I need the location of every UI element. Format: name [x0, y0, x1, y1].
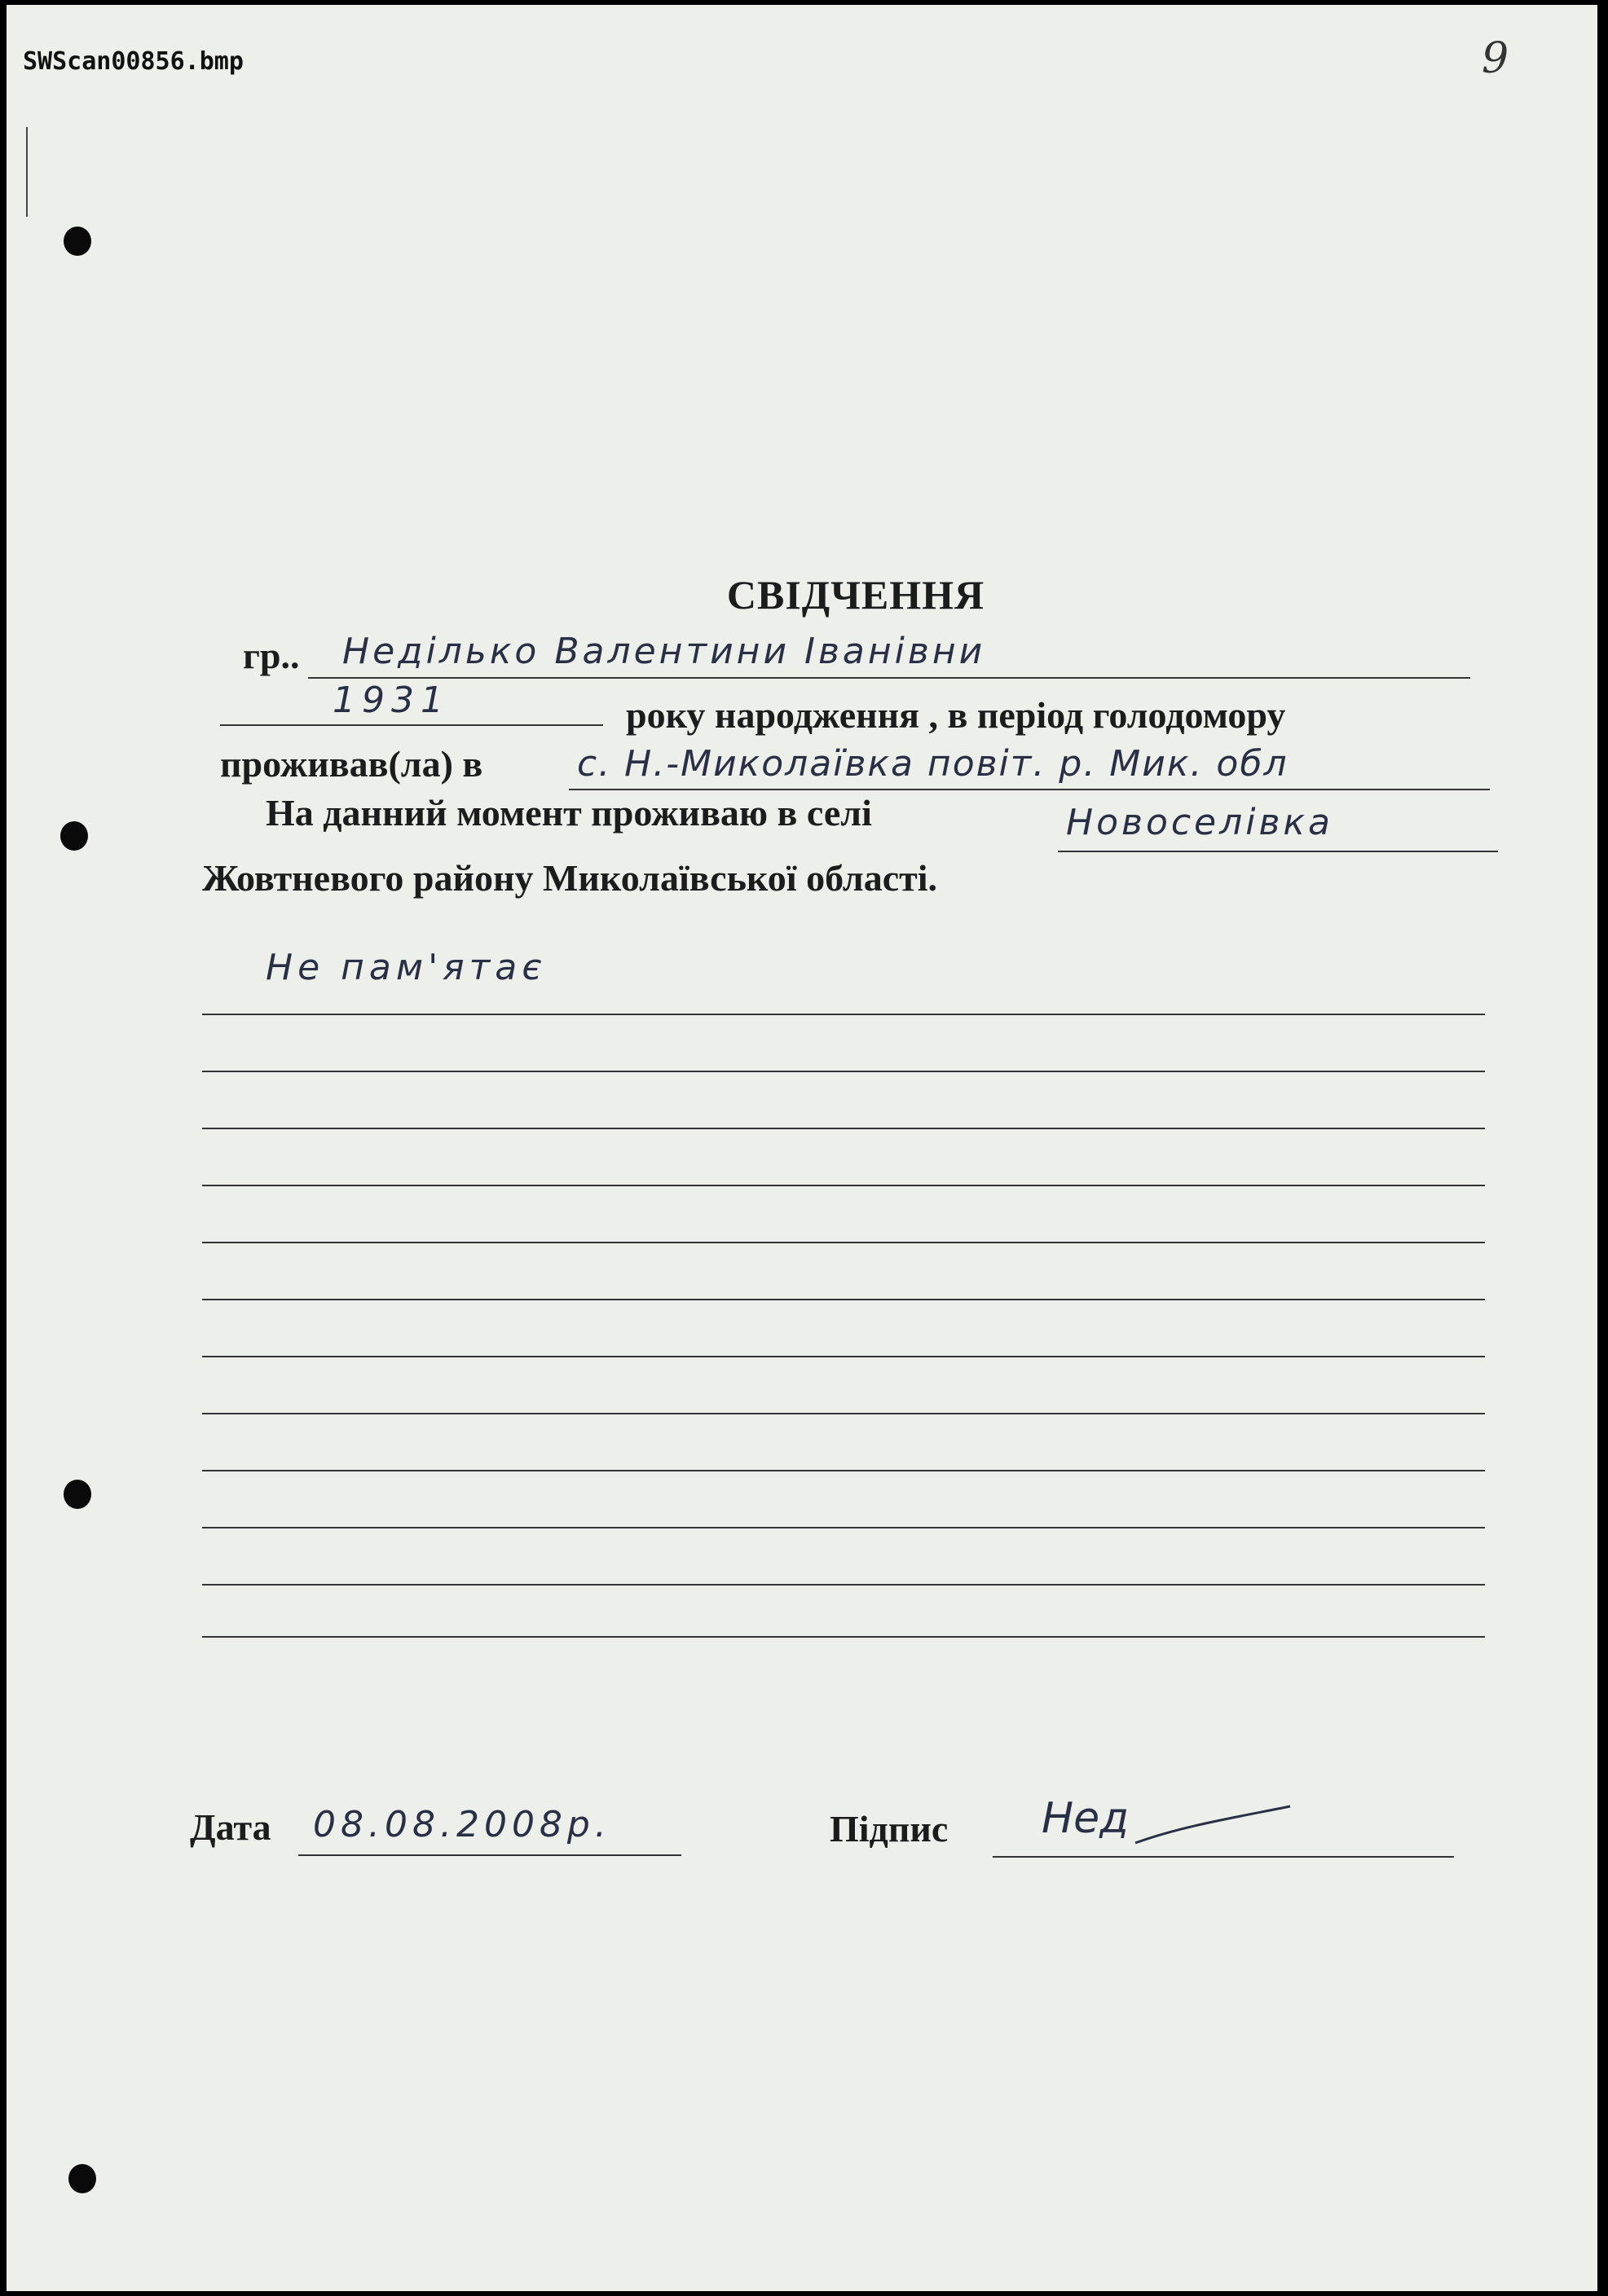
- punch-hole-1: [64, 227, 91, 256]
- testimony-line-10: [202, 1527, 1485, 1528]
- testimony-text: Не пам'ятає: [266, 947, 547, 988]
- margin-mark: [26, 127, 28, 217]
- current-village-line: [1058, 851, 1498, 852]
- testimony-line-6: [202, 1299, 1485, 1300]
- signature-label: Підпис: [830, 1808, 949, 1850]
- testimony-line-4: [202, 1185, 1485, 1186]
- punch-hole-2: [60, 821, 88, 851]
- testimony-line-7: [202, 1356, 1485, 1357]
- testimony-line-3: [202, 1128, 1485, 1129]
- page-number: 9: [1482, 34, 1509, 83]
- testimony-line-12: [202, 1636, 1485, 1638]
- current-prefix: На данний момент проживаю в селі: [266, 792, 872, 834]
- citizen-name-line: [308, 677, 1470, 679]
- document-page: [7, 5, 1597, 2291]
- testimony-line-2: [202, 1071, 1485, 1072]
- signature-flourish: [1131, 1802, 1294, 1851]
- lived-prefix: проживав(ла) в: [220, 743, 483, 785]
- current-village: Новоселівка: [1066, 802, 1333, 843]
- birth-year: 1931: [333, 680, 450, 721]
- signature-line: [993, 1856, 1454, 1858]
- scan-filename: SWScan00856.bmp: [23, 47, 244, 76]
- citizen-name: Неділько Валентини Іванівни: [342, 631, 986, 672]
- signature-value: Нед: [1042, 1794, 1130, 1843]
- document-title: СВІДЧЕННЯ: [726, 572, 985, 618]
- district-line: Жовтневого району Миколаївської області.: [202, 857, 938, 899]
- testimony-line-9: [202, 1470, 1485, 1471]
- date-label: Дата: [190, 1806, 271, 1848]
- birth-suffix: року народження , в період голодомору: [626, 694, 1286, 736]
- date-value: 08.08.2008р.: [313, 1804, 611, 1845]
- lived-place-line: [569, 789, 1490, 790]
- testimony-line-5: [202, 1242, 1485, 1243]
- lived-place: с. Н.-Миколаївка повіт. р. Мик. обл: [577, 743, 1289, 785]
- birth-year-line: [220, 724, 603, 726]
- punch-hole-4: [68, 2164, 96, 2193]
- testimony-line-11: [202, 1584, 1485, 1586]
- citizen-prefix: гр..: [243, 635, 300, 676]
- testimony-line-1: [202, 1014, 1485, 1015]
- testimony-line-8: [202, 1413, 1485, 1414]
- date-line: [298, 1854, 681, 1856]
- punch-hole-3: [64, 1480, 91, 1509]
